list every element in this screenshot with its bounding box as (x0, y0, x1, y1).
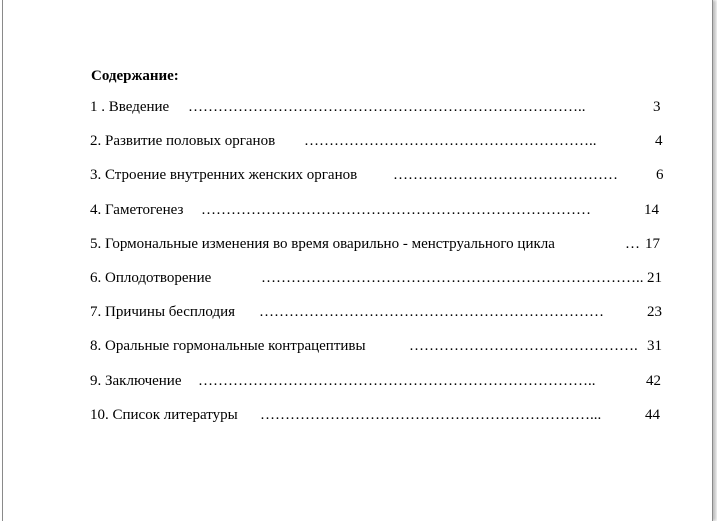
toc-entry (89, 373, 669, 390)
toc-entry-leader: …………………………………………………………………… (201, 201, 591, 218)
toc-entry (89, 304, 669, 321)
toc-entry-page: 23 (647, 304, 662, 321)
toc-entry-leader: … (625, 235, 640, 252)
toc-entry-leader: ……………………………………… (393, 167, 618, 184)
toc-entry-page: 14 (644, 201, 659, 218)
toc-entry-text: 2. Развитие половых органов (90, 133, 276, 150)
toc-entry (89, 202, 669, 219)
toc-entry (89, 407, 669, 424)
document-page (2, 0, 713, 521)
toc-entry-text: 5. Гормональные изменения во время оварильно - менструального цикла (90, 235, 555, 252)
toc-entry-page: 21 (647, 269, 662, 286)
toc-entry (89, 236, 669, 253)
toc-entry-leader: ………………………………………. (409, 338, 638, 355)
table-of-contents (89, 67, 669, 441)
toc-entry (89, 133, 669, 150)
toc-entry-text: 1 . Введение (90, 99, 170, 115)
toc-title: Содержание: (91, 68, 179, 84)
toc-entry (89, 270, 669, 287)
toc-entry-text: 4. Гаметогенез (90, 201, 184, 218)
toc-entry (89, 167, 669, 184)
toc-entry (89, 338, 669, 355)
toc-entry-page: 4 (655, 133, 663, 150)
toc-entry-page: 31 (647, 338, 662, 355)
toc-entry-leader: …………………………………………………………… (259, 304, 604, 321)
toc-entry-page: 17 (645, 235, 660, 252)
toc-entry-leader: ………………………………………………….. (304, 133, 597, 150)
toc-entry-text: 7. Причины бесплодия (90, 304, 236, 321)
toc-entry-text: 6. Оплодотворение (90, 269, 212, 286)
toc-entry-leader: …………………………………………………………... (260, 406, 602, 423)
toc-entry-text: 3. Строение внутренних женских органов (90, 167, 358, 184)
toc-entry-text: 10. Список литературы (90, 406, 238, 423)
toc-list (89, 99, 669, 424)
toc-entry-leader: ………………………………………………………………….. (261, 269, 644, 286)
toc-entry-leader: …………………………………………………………………….. (188, 99, 586, 115)
toc-entry-page: 44 (645, 406, 660, 423)
toc-entry-text: 9. Заключение (90, 372, 182, 389)
toc-entry-page: 42 (646, 372, 661, 389)
toc-entry-page: 6 (656, 167, 664, 184)
toc-entry-text: 8. Оральные гормональные контрацептивы (90, 338, 366, 355)
toc-entry-page: 3 (653, 99, 661, 115)
toc-entry (89, 99, 669, 116)
toc-entry-leader: …………………………………………………………………….. (198, 372, 596, 389)
